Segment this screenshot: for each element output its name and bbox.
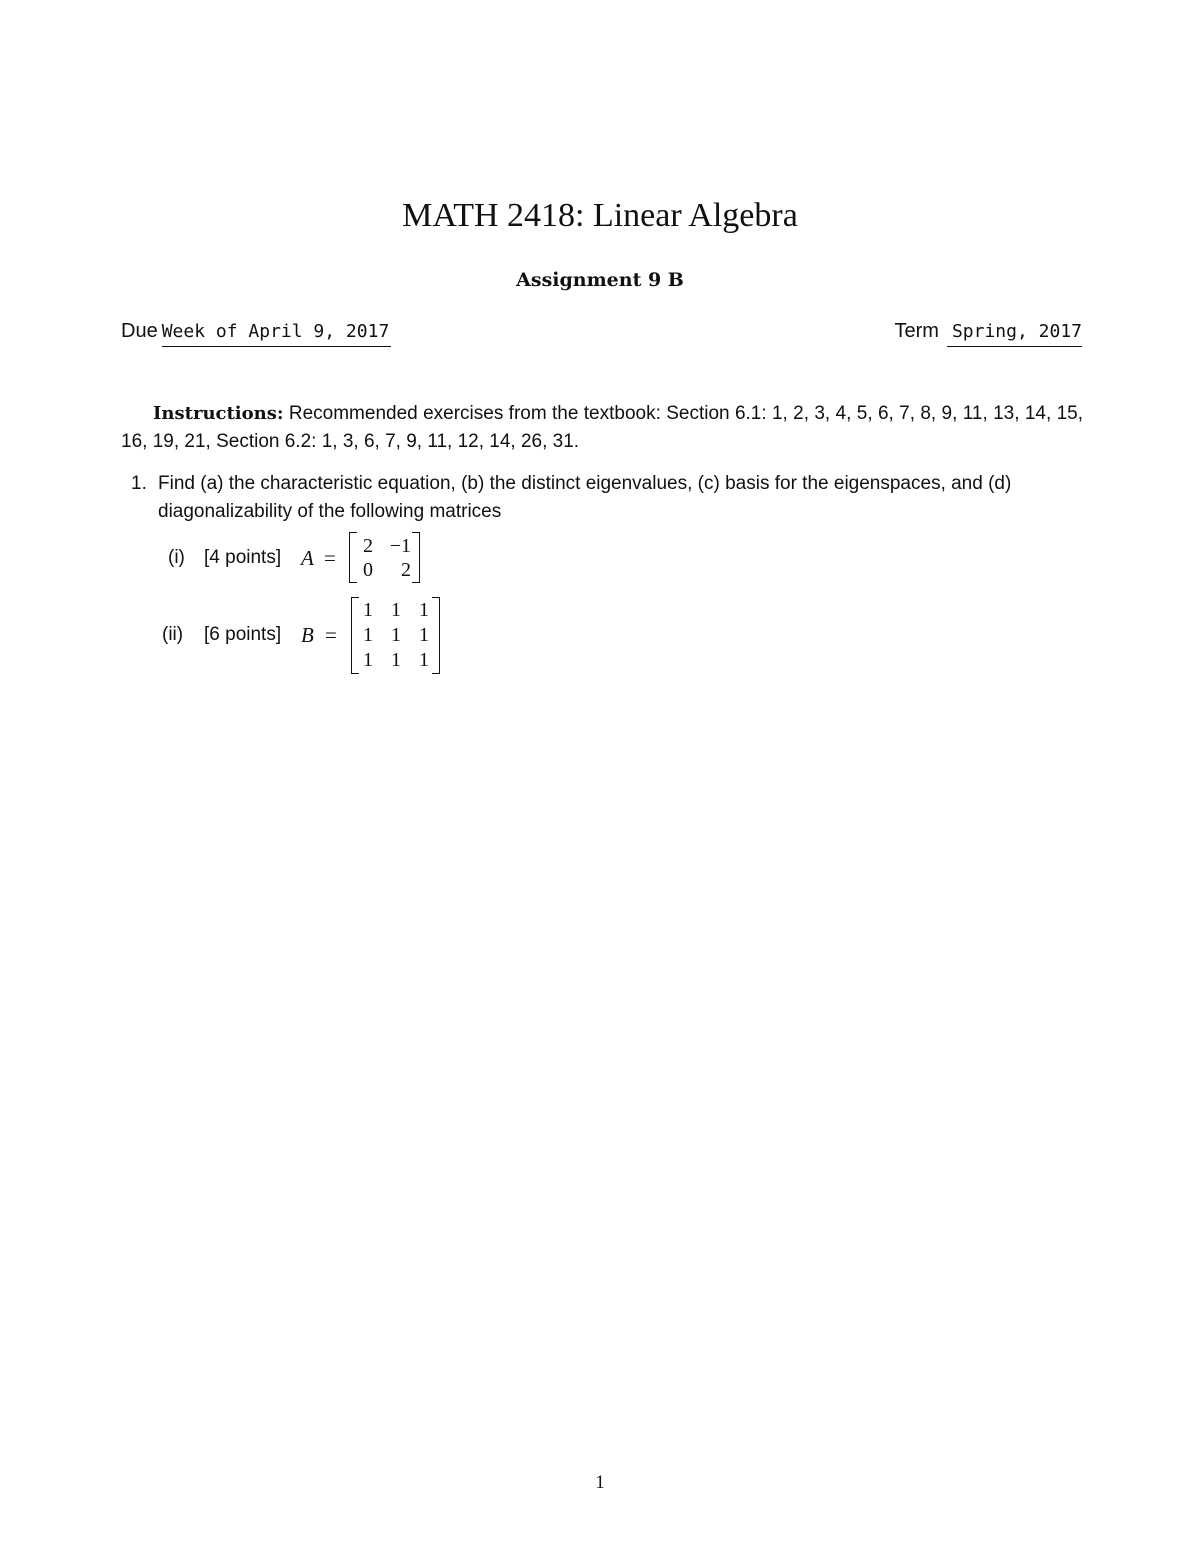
instructions-lead: Instructions: [153, 403, 284, 424]
matrix-cell: −1 [389, 535, 411, 557]
part-label: (i) [168, 547, 185, 568]
matrix-cell: 1 [419, 624, 429, 646]
equals-sign: = [325, 623, 337, 647]
instructions-text: Recommended exercises from the textbook: Section 6.1: 1, 2, 3, 4, 5, 6, 7, 8, 9, 11, 13, 14, 15, 16, 19, 21, Section 6.2: 1, 3, 6, 7, 9, 11, 12, 14, 26, 31. [121, 403, 1084, 452]
matrix-variable: A [301, 546, 314, 570]
left-bracket [351, 597, 359, 674]
instructions-paragraph [121, 400, 1083, 456]
matrix-cell: 1 [363, 599, 373, 621]
points-label: [4 points] [204, 547, 282, 568]
matrix-cell: 1 [391, 599, 401, 621]
left-bracket [349, 532, 357, 583]
due-term-row [121, 318, 1082, 348]
equals-sign: = [324, 546, 336, 570]
due-value: Week of April 9, 2017 [162, 319, 392, 347]
problem-number: 1. [131, 473, 147, 494]
matrix-cell: 1 [419, 599, 429, 621]
assignment-subtitle: Assignment 9 B [516, 269, 684, 291]
matrix-cell: 1 [391, 624, 401, 646]
points-label: [6 points] [204, 624, 282, 645]
matrix-variable: B [301, 623, 314, 647]
term-value: Spring, 2017 [947, 319, 1082, 347]
matrix-cell: 2 [363, 535, 373, 557]
matrix-cell: 2 [401, 559, 411, 581]
page-number: 1 [595, 1472, 605, 1493]
part-label: (ii) [162, 624, 184, 645]
right-bracket [432, 597, 440, 674]
term-field [895, 318, 1083, 347]
matrix-cell: 1 [419, 649, 429, 671]
matrix-cell: 1 [363, 624, 373, 646]
problem-text: Find (a) the characteristic equation, (b) the distinct eigenvalues, (c) basis for the eigenspaces, and (d) diagonalizability of the following matrices [158, 473, 1012, 522]
due-label: Due [121, 320, 158, 342]
matrix-a [349, 532, 420, 584]
matrix-b [351, 597, 440, 675]
due-field [121, 318, 391, 347]
matrix-cell: 0 [363, 559, 373, 581]
matrix-cell: 1 [363, 649, 373, 671]
term-label: Term [894, 320, 939, 342]
right-bracket [412, 532, 420, 583]
matrix-cell: 1 [391, 649, 401, 671]
document-title: MATH 2418: Linear Algebra [402, 197, 798, 234]
